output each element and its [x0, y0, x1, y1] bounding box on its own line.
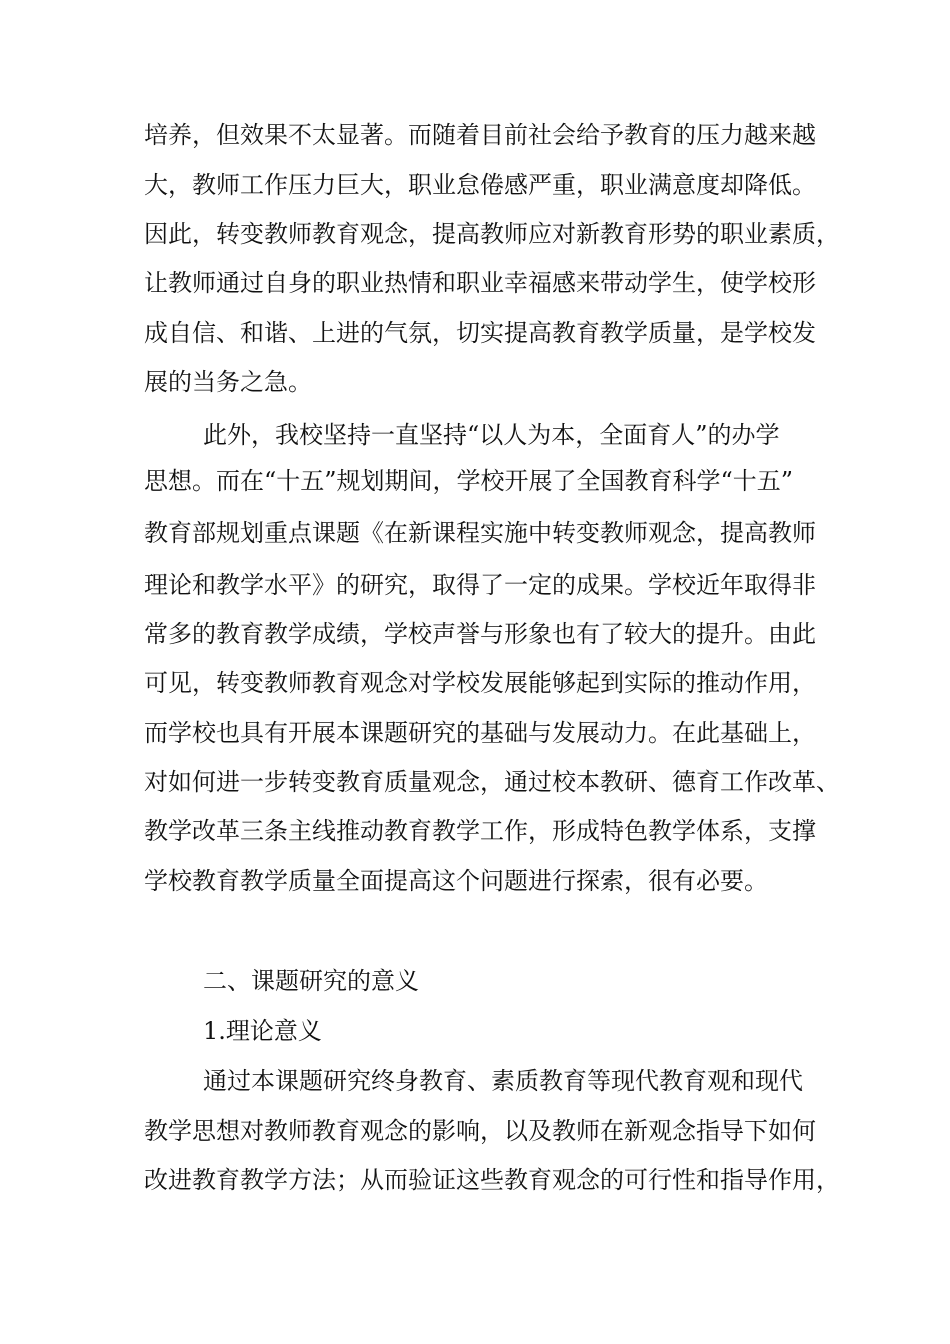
paragraph-line: 教育部规划重点课题《在新课程实施中转变教师观念，提高教师 [144, 519, 816, 547]
paragraph-line: 此外，我校坚持一直坚持“以人为本，全面育人”的办学 [203, 421, 780, 449]
paragraph-line: 因此，转变教师教育观念，提高教师应对新教育形势的职业素质， [144, 220, 840, 248]
paragraph-line: 而学校也具有开展本课题研究的基础与发展动力。在此基础上， [144, 719, 816, 747]
paragraph-line: 教学思想对教师教育观念的影响，以及教师在新观念指导下如何 [144, 1117, 816, 1145]
paragraph-line: 改进教育教学方法；从而验证这些教育观念的可行性和指导作用， [144, 1166, 840, 1194]
paragraph-line: 教学改革三条主线推动教育教学工作，形成特色教学体系，支撑 [144, 817, 816, 845]
paragraph-line: 常多的教育教学成绩，学校声誉与形象也有了较大的提升。由此 [144, 620, 816, 648]
paragraph-line: 思想。而在“十五”规划期间，学校开展了全国教育科学“十五” [144, 467, 794, 495]
paragraph-line: 展的当务之急。 [144, 368, 312, 396]
paragraph-line: 理论和教学水平》的研究，取得了一定的成果。学校近年取得非 [144, 571, 816, 599]
paragraph-line: 让教师通过自身的职业热情和职业幸福感来带动学生，使学校形 [144, 269, 816, 297]
paragraph-line: 学校教育教学质量全面提高这个问题进行探索，很有必要。 [144, 867, 768, 895]
paragraph-line: 培养，但效果不太显著。而随着目前社会给予教育的压力越来越 [144, 121, 816, 149]
paragraph-line: 通过本课题研究终身教育、素质教育等现代教育观和现代 [203, 1067, 803, 1095]
paragraph-line: 可见，转变教师教育观念对学校发展能够起到实际的推动作用， [144, 669, 816, 697]
paragraph-line: 大，教师工作压力巨大，职业怠倦感严重，职业满意度却降低。 [144, 171, 816, 199]
section-heading: 二、课题研究的意义 [203, 967, 419, 995]
paragraph-line: 对如何进一步转变教育质量观念，通过校本教研、德育工作改革、 [144, 768, 840, 796]
subsection-heading: 1.理论意义 [203, 1017, 322, 1045]
paragraph-line: 成自信、和谐、上进的气氛，切实提高教育教学质量，是学校发 [144, 319, 816, 347]
